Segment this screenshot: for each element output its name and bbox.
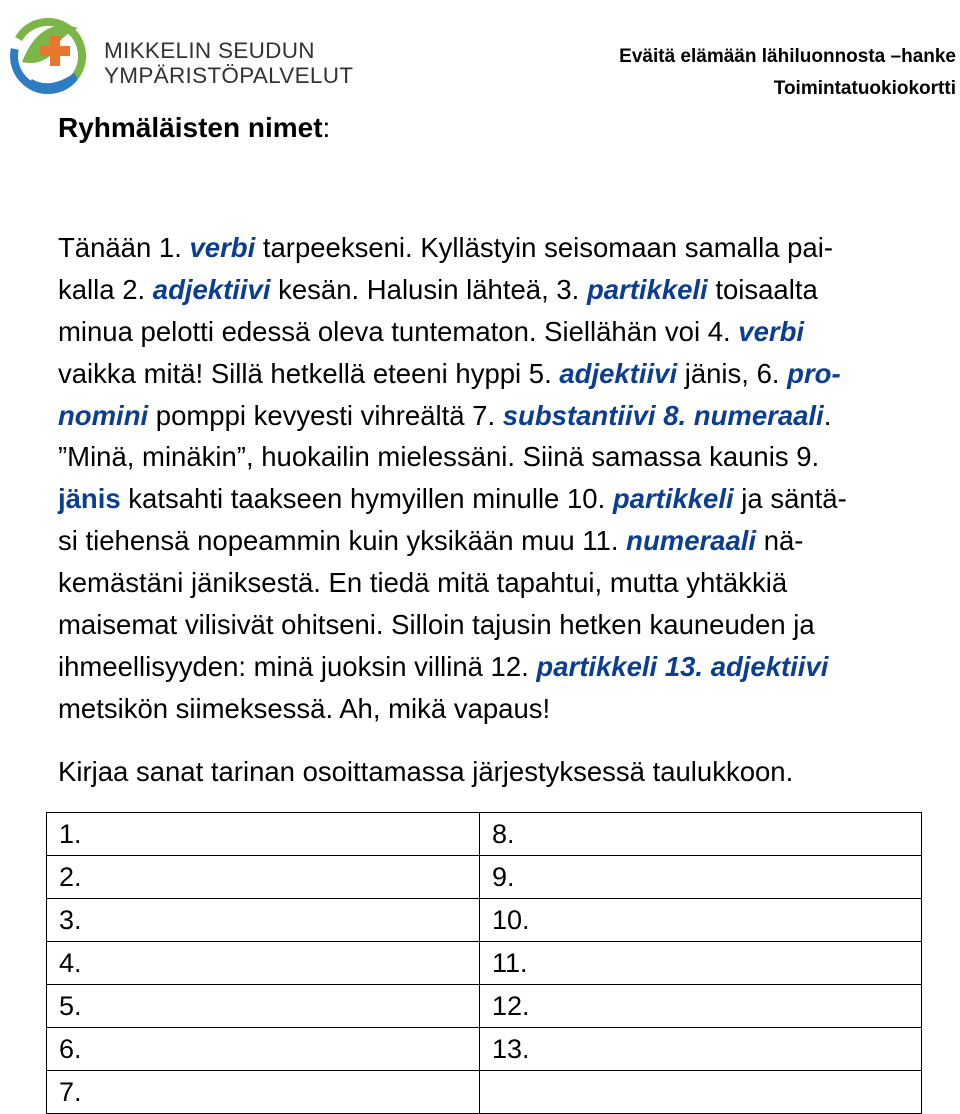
answer-cell[interactable] bbox=[480, 1071, 922, 1114]
table-row bbox=[47, 899, 922, 942]
word-class-blank: numeraali bbox=[626, 525, 757, 557]
story-line bbox=[58, 436, 948, 478]
org-name-line2: YMPÄRISTÖPALVELUT bbox=[104, 63, 354, 88]
answer-cell[interactable]: 5. bbox=[47, 985, 480, 1028]
answer-cell[interactable]: 3. bbox=[47, 899, 480, 942]
word-class-blank: adjektiivi bbox=[152, 273, 271, 305]
word-class-blank: nomini bbox=[58, 399, 149, 431]
group-names-label bbox=[58, 110, 330, 146]
story-line bbox=[58, 478, 948, 520]
org-logo bbox=[0, 6, 354, 102]
word-class-blank: partikkeli 13. bbox=[536, 650, 704, 682]
story-text-segment: maisemat vilisivät ohitseni. Silloin tajusin hetken kauneuden ja bbox=[58, 609, 815, 641]
story-text bbox=[58, 227, 948, 730]
story-text-segment: ihmeellisyyden: minä juoksin villinä 12. bbox=[58, 650, 537, 682]
answer-cell[interactable]: 6. bbox=[47, 1028, 480, 1071]
answer-cell[interactable]: 12. bbox=[480, 985, 922, 1028]
project-name: Eväitä elämään lähiluonnosta –hanke bbox=[619, 46, 956, 67]
answer-table bbox=[46, 812, 922, 1114]
story-line bbox=[58, 520, 948, 562]
word-class-blank: partikkeli bbox=[612, 483, 734, 515]
story-text-segment: kesän. Halusin lähteä, 3. bbox=[270, 273, 587, 305]
word-class-blank: partikkeli bbox=[586, 273, 708, 305]
table-row bbox=[47, 813, 922, 856]
word-class-blank: substantiivi 8. numeraali bbox=[502, 399, 824, 431]
table-row bbox=[47, 942, 922, 985]
story-text-segment: ”Minä, minäkin”, huokailin mielessäni. Siinä samassa kaunis 9. bbox=[58, 441, 820, 473]
story-line bbox=[58, 227, 948, 269]
story-text-segment: katsahti taakseen hymyillen minulle 10. bbox=[120, 483, 613, 515]
story-text-segment: pomppi kevyesti vihreältä 7. bbox=[148, 399, 503, 431]
group-names-colon: : bbox=[322, 112, 331, 143]
story-text-segment: metsikön siimeksessä. Ah, mikä vapaus! bbox=[58, 692, 551, 724]
table-row bbox=[47, 1071, 922, 1114]
card-type: Toimintatuokiokortti bbox=[773, 78, 956, 99]
answer-cell[interactable]: 9. bbox=[480, 856, 922, 899]
story-text-segment: nä- bbox=[756, 525, 804, 557]
story-text-segment: si tiehensä nopeammin kuin yksikään muu 11. bbox=[58, 525, 627, 557]
story-text-segment: toisaalta bbox=[707, 273, 818, 305]
word-class-blank: adjektiivi bbox=[559, 357, 678, 389]
story-line bbox=[58, 395, 948, 437]
header-info bbox=[619, 41, 956, 105]
org-name-line1: MIKKELIN SEUDUN bbox=[104, 38, 315, 63]
story-text-segment bbox=[703, 651, 711, 682]
answer-cell[interactable]: 10. bbox=[480, 899, 922, 942]
answer-cell[interactable]: 8. bbox=[480, 813, 922, 856]
answer-cell[interactable]: 1. bbox=[47, 813, 480, 856]
story-line bbox=[58, 562, 948, 604]
answer-cell[interactable]: 7. bbox=[47, 1071, 480, 1114]
word-class-blank: pro- bbox=[787, 357, 841, 389]
word-class-blank: verbi bbox=[189, 232, 256, 263]
story-text-segment: kemästäni jäniksestä. En tiedä mitä tapahtui, mutta yhtäkkiä bbox=[58, 567, 788, 599]
story-line bbox=[58, 604, 948, 646]
story-text-segment: . bbox=[823, 399, 832, 431]
table-row bbox=[47, 985, 922, 1028]
table-row bbox=[47, 856, 922, 899]
leaf-cross-logo-icon bbox=[0, 6, 104, 102]
story-line bbox=[58, 646, 948, 688]
story-text-segment: vaikka mitä! Sillä hetkellä eteeni hyppi 5. bbox=[58, 357, 560, 389]
table-row bbox=[47, 1028, 922, 1071]
story-line bbox=[58, 269, 948, 311]
story-line bbox=[58, 353, 948, 395]
answer-cell[interactable]: 13. bbox=[480, 1028, 922, 1071]
answer-cell[interactable]: 11. bbox=[480, 942, 922, 985]
group-names-text: Ryhmäläisten nimet bbox=[58, 112, 323, 143]
story-line bbox=[58, 311, 948, 353]
word-class-blank: verbi bbox=[738, 315, 805, 347]
story-text-segment: kalla 2. bbox=[58, 273, 153, 305]
story-text-segment: Tänään 1. bbox=[58, 232, 190, 263]
instruction: Kirjaa sanat tarinan osoittamassa järjestyksessä taulukkoon. bbox=[58, 756, 794, 787]
answer-cell[interactable]: 4. bbox=[47, 942, 480, 985]
story-line bbox=[58, 688, 948, 730]
word-class-blank: adjektiivi bbox=[710, 650, 829, 682]
story-text-segment: ja säntä- bbox=[733, 483, 847, 515]
answer-cell[interactable]: 2. bbox=[47, 856, 480, 899]
word-class-blank: jänis bbox=[58, 483, 121, 515]
story-text-segment: tarpeekseni. Kyllästyin seisomaan samalla pai- bbox=[255, 232, 833, 263]
story-text-segment: jänis, 6. bbox=[677, 357, 788, 389]
story-text-segment: minua pelotti edessä oleva tuntematon. Siellähän voi 4. bbox=[58, 315, 739, 347]
